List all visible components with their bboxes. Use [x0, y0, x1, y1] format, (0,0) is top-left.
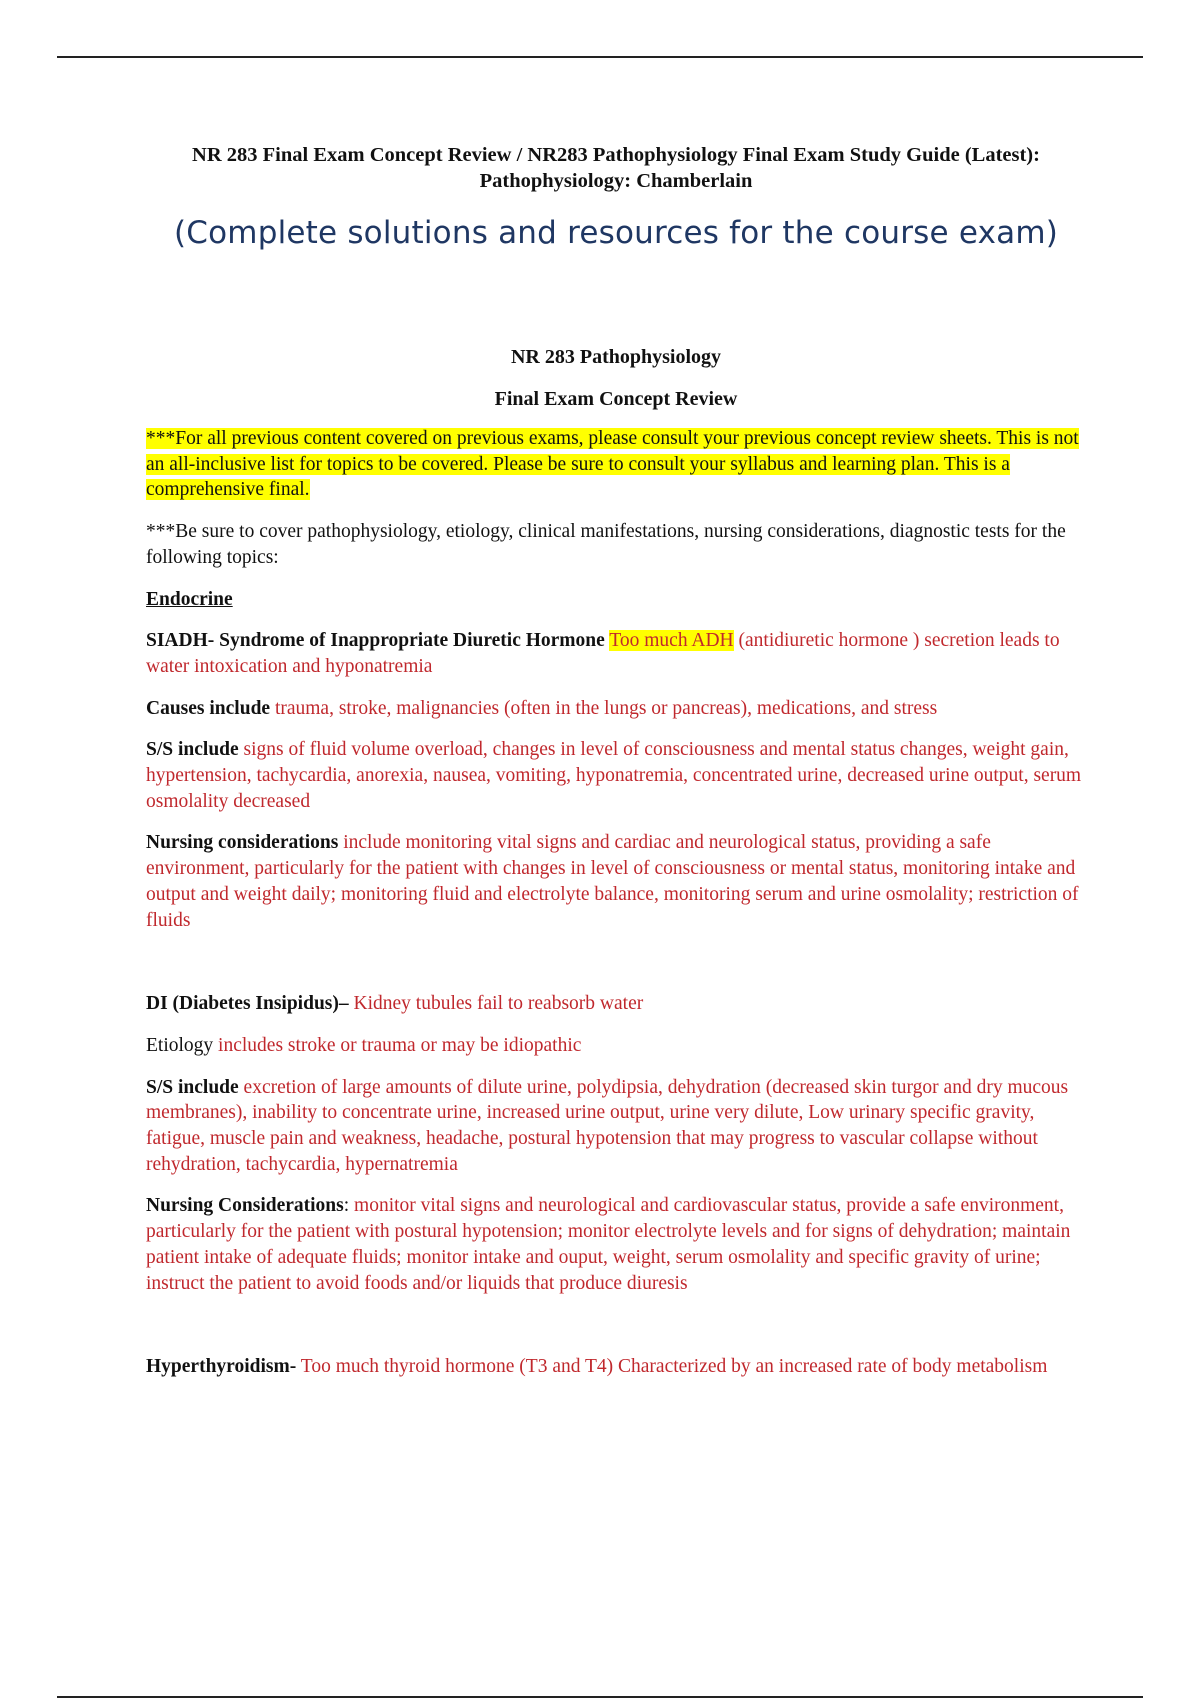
- di-paragraph: [146, 991, 1086, 1017]
- di-nursing-paragraph: [146, 1193, 1086, 1296]
- hyper-paragraph: [146, 1354, 1086, 1380]
- siadh-nursing-label: Nursing considerations: [146, 832, 339, 854]
- notice-paragraph: [146, 426, 1086, 503]
- di-ss-label: S/S include: [146, 1076, 239, 1098]
- siadh-ss-label: S/S include: [146, 739, 239, 761]
- di-definition: Kidney tubules fail to reabsorb water: [353, 993, 644, 1015]
- siadh-term: SIADH- Syndrome of Inappropriate Diuretic Hormone: [146, 630, 605, 652]
- hyper-term: Hyperthyroidism-: [146, 1356, 297, 1378]
- top-rule: [57, 56, 1143, 58]
- section-heading-paragraph: [146, 587, 1086, 613]
- document-page: [146, 142, 1086, 1380]
- siadh-ss: signs of fluid volume overload, changes in level of consciousness and mental status changes, weight gain, hypertension, tachycardia, anorexia, nausea, vomiting, hyponatremia, concentrated urine, decreased urine output, serum osmolality decreased: [146, 739, 1082, 812]
- review-heading: Final Exam Concept Review: [494, 388, 738, 410]
- siadh-nursing: include monitoring vital signs and cardiac and neurological status, providing a safe environment, particularly for the patient with changes in level of consciousness or mental status, monitoring intake and output and weight daily; monitoring fluid and electrolyte balance, monitoring serum and urine osmolality; restriction of fluids: [146, 832, 1079, 931]
- course-heading: NR 283 Pathophysiology: [510, 346, 722, 368]
- di-etiology-label: Etiology: [146, 1034, 214, 1056]
- siadh-definition: (antidiuretic hormone ) secretion leads to water intoxication and hyponatremia: [146, 630, 1060, 677]
- title-line-1: NR 283 Final Exam Concept Review / NR283 Pathophysiology Final Exam Study Guide (Latest):: [192, 144, 1040, 166]
- siadh-nursing-paragraph: [146, 830, 1086, 933]
- hyper-definition: Too much thyroid hormone (T3 and T4) Characterized by an increased rate of body metabolism: [300, 1356, 1048, 1378]
- section-heading: Endocrine: [146, 588, 233, 610]
- di-ss-paragraph: [146, 1075, 1086, 1178]
- siadh-causes: trauma, stroke, malignancies (often in the lungs or pancreas), medications, and stress: [274, 697, 938, 719]
- di-nursing-label: Nursing Considerations: [146, 1195, 344, 1217]
- di-etiology-paragraph: [146, 1033, 1086, 1059]
- document-subtitle: (Complete solutions and resources for the course exam): [173, 215, 1059, 251]
- siadh-causes-paragraph: [146, 696, 1086, 722]
- document-title: [140, 142, 1092, 194]
- siadh-causes-label: Causes include: [146, 697, 271, 719]
- di-term: DI (Diabetes Insipidus)–: [146, 993, 349, 1015]
- di-nursing-colon: :: [343, 1195, 350, 1217]
- di-etiology: includes stroke or trauma or may be idiopathic: [218, 1034, 582, 1056]
- siadh-paragraph: [146, 628, 1086, 679]
- siadh-highlight: Too much ADH: [609, 630, 734, 652]
- title-line-2: Pathophysiology: Chamberlain: [479, 170, 753, 192]
- notice-text: ***For all previous content covered on previous exams, please consult your previous concept review sheets. This is not an all-inclusive list for topics to be covered. Please be sure to consult your syllabus and learning plan. This is a comprehensive final.: [146, 428, 1079, 501]
- di-ss: excretion of large amounts of dilute urine, polydipsia, dehydration (decreased skin turgor and dry mucous membranes), inability to concentrate urine, increased urine output, urine very dilute, Low urinary specific gravity, fatigue, muscle pain and weakness, headache, postural hypotension that may progress to vascular collapse without rehydration, tachycardia, hypernatremia: [146, 1076, 1069, 1175]
- siadh-ss-paragraph: [146, 737, 1086, 814]
- instructions-paragraph: ***Be sure to cover pathophysiology, etiology, clinical manifestations, nursing considerations, diagnostic tests for the following topics:: [146, 521, 1066, 568]
- bottom-rule: [57, 1696, 1143, 1698]
- di-nursing: monitor vital signs and neurological and cardiovascular status, provide a safe environment, particularly for the patient with postural hypotension; monitor electrolyte levels and for signs of dehydration; maintain patient intake of adequate fluids; monitor intake and ouput, weight, serum osmolality and specific gravity of urine; instruct the patient to avoid foods and/or liquids that produce diuresis: [146, 1195, 1071, 1294]
